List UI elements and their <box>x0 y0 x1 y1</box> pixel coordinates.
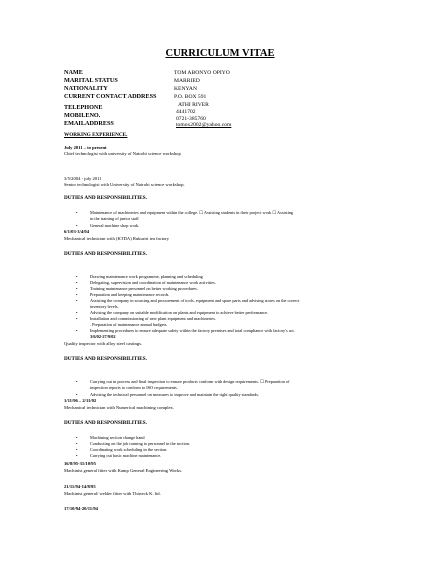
job8-period: 17/10/94-20/11/94 <box>64 506 98 511</box>
duty-item: • Assisting the company in sourcing and procurement of tools, equipment and spare parts and advising stores on the correct <box>90 298 299 304</box>
duties-heading-job5: DUTIES AND RESPONSIBILITIES. <box>64 420 147 426</box>
duties-heading-job2: DUTIES AND RESPONSIBILITIES. <box>64 195 147 201</box>
duty-item: • Implementing procedures to ensure adequate safety within the factory premises and total compliance with factory's act. <box>90 328 295 334</box>
job6-period: 16/8/95-31/10/95 <box>64 461 96 466</box>
label-contact-address: CURRENT CONTACT ADDRESS <box>64 93 157 100</box>
duties-heading-job3: DUTIES AND RESPONSIBILITIES. <box>64 251 147 257</box>
job2-period: 3/5/2004 - july 2011 <box>64 176 102 181</box>
value-contact-address: P.O. BOX 591 <box>174 94 207 100</box>
job7-period: 21/11/94-14/8/95 <box>64 484 96 489</box>
job6-role: Machinist general fitter with Kamp General Engineering Works. <box>64 468 183 473</box>
value-email[interactable]: tomox2002@yahoo.com <box>176 122 232 128</box>
label-name: NAME <box>64 69 83 76</box>
job3-period: 6/1/03-3/4/04 <box>64 229 90 234</box>
job3-role: Mechanical technician with (KTDA) Rukuriri tea factory <box>64 236 170 241</box>
duty-item: . Preparation of maintenance annual budgets. <box>90 322 168 327</box>
duty-item: • Machining section change hand <box>90 435 145 441</box>
duty-item: • Carrying out basic machine maintenance. <box>90 453 161 459</box>
duty-item-continued: in the training of junior staff <box>90 216 139 221</box>
value-mobile: 0721-385760 <box>176 116 206 122</box>
document-title: CURRICULUM VITAE <box>165 48 275 59</box>
job2-role: Senior technologist with University of Nairobi science workshop. <box>64 182 185 187</box>
value-address-town: ATHI RIVER <box>178 102 209 108</box>
job1-period: July 2011 – to present <box>64 145 107 150</box>
job1-role: Chief technologist with university of Nairobi science workshop <box>64 151 181 156</box>
value-nationality: KENYAN <box>174 86 197 92</box>
duty-item: • Delegating, supervision and coordination of maintenance work activities. <box>90 280 216 286</box>
duty-item: • Maintenance of machineries and equipment within the college. ☐ Assisting students in their project work ☐ Assisting <box>90 210 293 216</box>
value-name: TOM ABONYO OPIYO <box>174 70 230 76</box>
duty-item: • Conducting on the job training to personnel in the section. <box>90 441 190 447</box>
duty-item: • Preparation and keeping maintenance records. <box>90 292 169 298</box>
duty-item: • Advising the technical personnel on measures to improve and maintain the right quality standards. <box>90 392 259 398</box>
job4-period: 3/6/02-27/9/02 <box>90 334 116 339</box>
label-nationality: NATIONALITY <box>64 85 108 92</box>
duty-item-continued: inspection reports to conform to ISO requirements. <box>90 385 178 390</box>
job5-period: 1/11/96 – 2/11/02 <box>64 398 97 403</box>
duty-item: • Drawing maintenance work programme, planning and scheduling <box>90 274 203 280</box>
section-heading-experience: WORKING EXPERIENCE. <box>64 132 128 138</box>
duty-item: • Training maintenance personnel on better working procedures. <box>90 286 198 292</box>
label-mobile: MOBILENO. <box>64 112 101 119</box>
label-email: EMAILADDRESS <box>64 120 114 127</box>
job7-role: Machinist general/ welder fitter with Thirteck K. ltd. <box>64 491 161 496</box>
job5-role: Mechanical technician with Numerical machining complex. <box>64 405 174 410</box>
label-marital-status: MARITAL STATUS <box>64 77 118 84</box>
duty-item: • General machine shop work. <box>90 223 139 229</box>
label-telephone: TELEPHONE <box>64 104 103 111</box>
duty-item: • Installation and commissioning of new plant equipment and machineries. <box>90 316 216 322</box>
duty-item: • Coordinating work scheduling in the section. <box>90 447 167 453</box>
duty-item: • Advising the company on suitable modification on plants and equipment to achieve better performance. <box>90 310 268 316</box>
job4-role: Quality inspector with alloy steel castings. <box>64 341 143 346</box>
value-marital-status: MARRIED <box>174 78 200 84</box>
duties-heading-job4: DUTIES AND RESPONSIBILITIES. <box>64 356 147 362</box>
duty-item: • Carrying out in process and final inspection to ensure products conform with design requirements. ☐ Preparation of <box>90 379 289 385</box>
duty-item-continued: inventory levels. <box>90 304 119 309</box>
value-telephone: 4441702 <box>176 109 196 115</box>
